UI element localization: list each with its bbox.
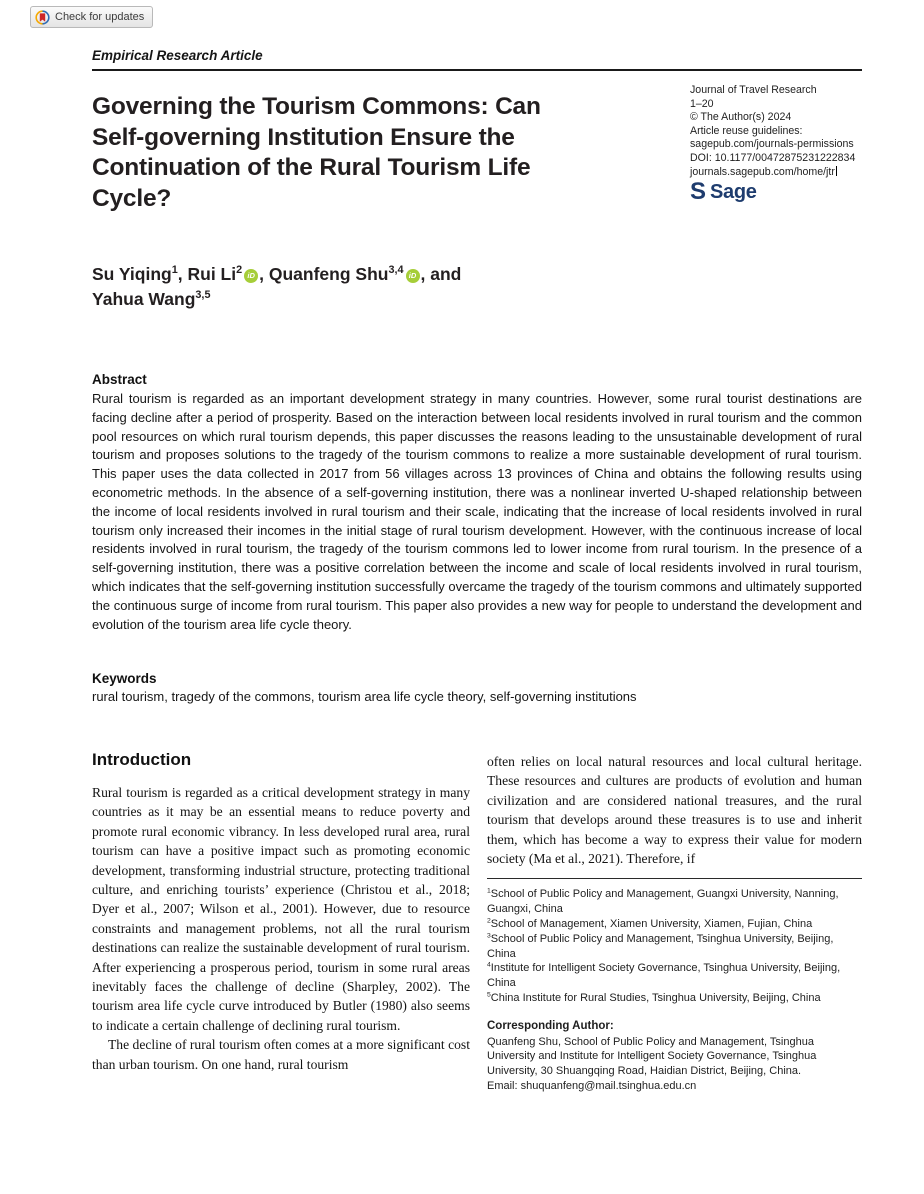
article-type-label: Empirical Research Article bbox=[92, 48, 263, 63]
crossmark-icon bbox=[35, 10, 50, 25]
reuse-guidelines-label: Article reuse guidelines: bbox=[690, 124, 803, 137]
keywords-heading: Keywords bbox=[92, 671, 157, 686]
author-lines bbox=[92, 262, 652, 312]
author-affiliation-superscript: 1 bbox=[171, 264, 178, 277]
journal-info bbox=[690, 84, 870, 179]
journal-homepage-link[interactable]: journals.sagepub.com/home/jtr bbox=[690, 165, 835, 178]
journal-name: Journal of Travel Research bbox=[690, 84, 817, 96]
introduction-heading: Introduction bbox=[92, 750, 192, 769]
abstract-heading: Abstract bbox=[92, 372, 147, 387]
title-line: Self-governing Institution Ensure the bbox=[92, 123, 515, 151]
author-name: Quanfeng Shu bbox=[268, 264, 389, 284]
abstract-text: Rural tourism is regarded as an important development strategy in many countries. However, some rural tourist destinations are facing decline after a period of prosperity. Based on the interaction between local residents involved in rural tourism and the common pool resources on which rural tourism depends, this paper discusses the reasons leading to the unsustainable development of rural tourism and proposes solutions to the tragedy of the tourism commons to realize a more sustainable development of rural tourism. This paper uses the data collected in 2017 from 56 villages across 13 provinces of China and obtains the following results using econometric methods. In the absence of a self-governing institution, there was a nonlinear inverted U-shaped relationship between the income of local residents involved in rural tourism and their scale, indicating that the increase of local residents involved in rural tourism only increased their incomes in the initial stage of rural tourism development. However, with the continuous increase of local residents involved in rural tourism, the tragedy of the tourism commons led to lower income from rural tourism. In the presence of a self-governing institution, there was a positive correlation between the income and scale of local residents involved in rural tourism, which indicates that the self-governing institution successfully overcame the tragedy of the tourism commons and ultimately supported the continuous surge of income from rural tourism. This paper also provides a new way for people to understand the development and evolution of the tourism area life cycle theory. bbox=[92, 391, 862, 632]
affiliation-item bbox=[487, 991, 862, 1006]
affiliation-item bbox=[487, 932, 862, 962]
title-line: Governing the Tourism Commons: Can bbox=[92, 93, 541, 120]
permissions-link[interactable]: sagepub.com/journals-permissions bbox=[690, 138, 854, 151]
orcid-icon[interactable]: iD bbox=[244, 269, 258, 283]
journal-pages: 1–20 bbox=[690, 97, 714, 110]
corresponding-author-email[interactable]: Email: shuquanfeng@mail.tsinghua.edu.cn bbox=[487, 1080, 697, 1092]
intro-column-right bbox=[487, 752, 862, 1094]
author-name: Yahua Wang bbox=[92, 289, 196, 309]
author-affiliation-superscript: 3,5 bbox=[195, 289, 211, 302]
author-separator: , bbox=[259, 264, 269, 284]
author-line bbox=[92, 287, 652, 312]
intro-paragraph-3: often relies on local natural resources and local cultural heritage. These resources and cultures are products of evolution and human civilization and are considered national treasures, and the rural tourism that develops around these treasures is to use and inherit them, which has become a way to express their value for modern society (Ma et al., 2021). Therefore, if bbox=[487, 754, 862, 867]
author-separator: , and bbox=[420, 264, 462, 284]
sage-s-icon: S bbox=[690, 178, 706, 205]
text-cursor bbox=[836, 166, 837, 176]
affiliation-text: School of Management, Xiamen University, Xiamen, Fujian, China bbox=[490, 918, 813, 931]
intro-column-left bbox=[92, 750, 470, 1074]
keywords-text: rural tourism, tragedy of the commons, tourism area life cycle theory, self-governing institutions bbox=[92, 689, 637, 704]
affiliation-text: School of Public Policy and Management, Tsinghua University, Beijing, China bbox=[487, 932, 834, 960]
sage-logo bbox=[690, 178, 757, 206]
affiliation-superscript: 5 bbox=[487, 991, 491, 999]
affiliation-superscript: 1 bbox=[487, 887, 491, 895]
check-for-updates-label: Check for updates bbox=[55, 11, 145, 23]
title-line: Continuation of the Rural Tourism Life bbox=[92, 154, 531, 181]
intro-paragraph-1: Rural tourism is regarded as a critical development strategy in many countries as it may be an essential means to reduce poverty and promote rural economic vibrancy. In less developed rural area, rural tourism can have a positive impact such as promoting economic development, transforming industrial structure, protecting traditional culture, and enriching tourists’ experience (Christou et al., 2018; Dyer et al., 2007; Wilson et al., 2001). However, due to resource constraints and management problems, not all the rural tourism destinations can realize the sustainable development of rural tourism. After experiencing a prosperous period, tourism in some rural areas inevitably faces the challenge of decline (Sharpley, 2002). The tourism area life cycle curve introduced by Butler (1980) also seems to indicate a certain challenge of declining rural tourism. bbox=[92, 785, 470, 1033]
corresponding-author-heading: Corresponding Author: bbox=[487, 1019, 614, 1032]
journal-copyright: © The Author(s) 2024 bbox=[690, 111, 792, 124]
check-for-updates-button[interactable] bbox=[30, 6, 153, 28]
affiliation-item bbox=[487, 917, 862, 932]
affiliation-superscript: 3 bbox=[487, 932, 491, 940]
author-affiliation-superscript: 3,4 bbox=[388, 264, 404, 277]
author-line bbox=[92, 262, 652, 287]
affiliations-list bbox=[487, 887, 862, 1005]
title-line: Cycle? bbox=[92, 184, 172, 212]
affiliation-text: School of Public Policy and Management, Guangxi University, Nanning, Guangxi, China bbox=[487, 888, 839, 916]
affiliation-item bbox=[487, 887, 862, 917]
author-separator: , bbox=[177, 264, 188, 284]
header-rule bbox=[92, 69, 862, 71]
orcid-icon[interactable]: iD bbox=[406, 269, 420, 283]
doi-link[interactable]: DOI: 10.1177/00472875231222834 bbox=[690, 151, 856, 164]
intro-paragraph-2: The decline of rural tourism often comes at a more significant cost than urban tourism. On one hand, rural tourism bbox=[92, 1037, 470, 1072]
author-affiliation-superscript: 2 bbox=[236, 264, 243, 277]
affiliation-superscript: 2 bbox=[487, 917, 491, 925]
affiliation-text: China Institute for Rural Studies, Tsinghua University, Beijing, China bbox=[490, 992, 821, 1005]
page-title bbox=[92, 92, 672, 214]
author-name: Rui Li bbox=[187, 264, 237, 284]
sage-logo-text: Sage bbox=[710, 180, 757, 203]
affiliation-superscript: 4 bbox=[487, 961, 491, 969]
affiliation-item bbox=[487, 961, 862, 991]
corresponding-author-address: Quanfeng Shu, School of Public Policy and Management, Tsinghua University and Institute for Intelligent Society Governance, Tsinghua University, 30 Shuangqing Road, Haidian District, Beijing, China. bbox=[487, 1035, 817, 1078]
author-name: Su Yiqing bbox=[92, 264, 172, 284]
footnote-rule bbox=[487, 878, 862, 879]
affiliation-text: Institute for Intelligent Society Governance, Tsinghua University, Beijing, China bbox=[487, 962, 841, 990]
